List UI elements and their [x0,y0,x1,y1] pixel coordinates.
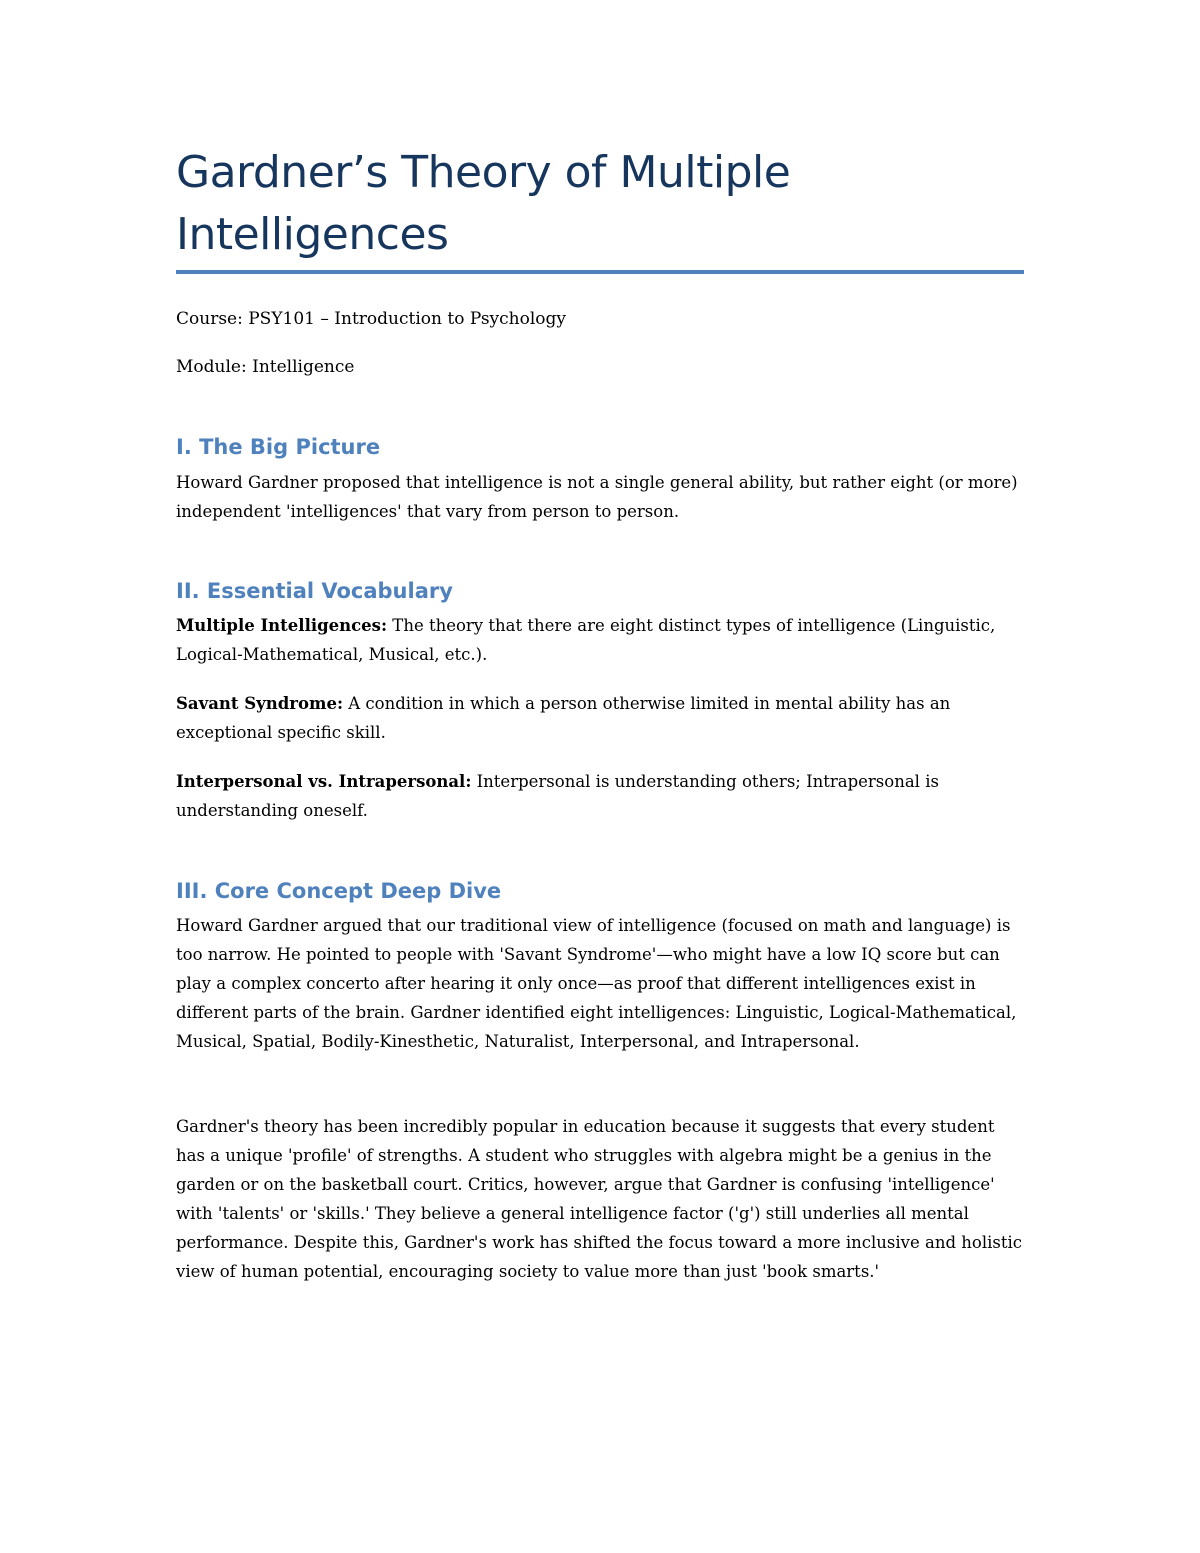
vocab-definition: Interpersonal is understanding others; Intrapersonal is understanding oneself. [176,772,939,820]
vocab-term: Interpersonal vs. Intrapersonal: [176,772,472,791]
section-heading-deep-dive: III. Core Concept Deep Dive [176,879,502,903]
vocab-item-multiple-intelligences [176,611,1024,669]
big-picture-paragraph: Howard Gardner proposed that intelligence is not a single general ability, but rather eight (or more) independent 'intelligences' that vary from person to person. [176,473,1018,521]
section-heading-big-picture: I. The Big Picture [176,435,381,459]
vocab-term: Savant Syndrome: [176,694,344,713]
vocab-item-savant-syndrome [176,689,1024,747]
deep-dive-paragraph-2: Gardner's theory has been incredibly popular in education because it suggests that every student has a unique 'profile' of strengths. A student who struggles with algebra might be a genius in the garden or on the basketball court. Critics, however, argue that Gardner is confusing 'intelligence' with 'talents' or 'skills.' They believe a general intelligence factor ('g') still underlies all mental performance. Despite this, Gardner's work has shifted the focus toward a more inclusive and holistic view of human potential, encouraging society to value more than just 'book smarts.' [176,1117,1023,1281]
vocab-item-interpersonal-intrapersonal [176,767,1024,825]
module-line: Module: Intelligence [176,357,355,377]
vocab-term: Multiple Intelligences: [176,616,388,635]
course-line: Course: PSY101 – Introduction to Psychology [176,309,567,329]
title-underline [176,270,1024,274]
section-heading-vocabulary: II. Essential Vocabulary [176,579,453,603]
deep-dive-paragraph-1: Howard Gardner argued that our traditional view of intelligence (focused on math and language) is too narrow. He pointed to people with 'Savant Syndrome'—who might have a low IQ score but can play a complex concerto after hearing it only once—as proof that different intelligences exist in different parts of the brain. Gardner identified eight intelligences: Linguistic, Logical-Mathematical, Musical, Spatial, Bodily-Kinesthetic, Naturalist, Interpersonal, and Intrapersonal. [176,916,1017,1051]
document-title: Gardner’s Theory of Multiple Intelligences [176,147,791,260]
vocab-definition: The theory that there are eight distinct types of intelligence (Linguistic, Logical-Mathematical, Musical, etc.). [176,616,996,664]
vocab-definition: A condition in which a person otherwise limited in mental ability has an exceptional specific skill. [176,694,951,742]
